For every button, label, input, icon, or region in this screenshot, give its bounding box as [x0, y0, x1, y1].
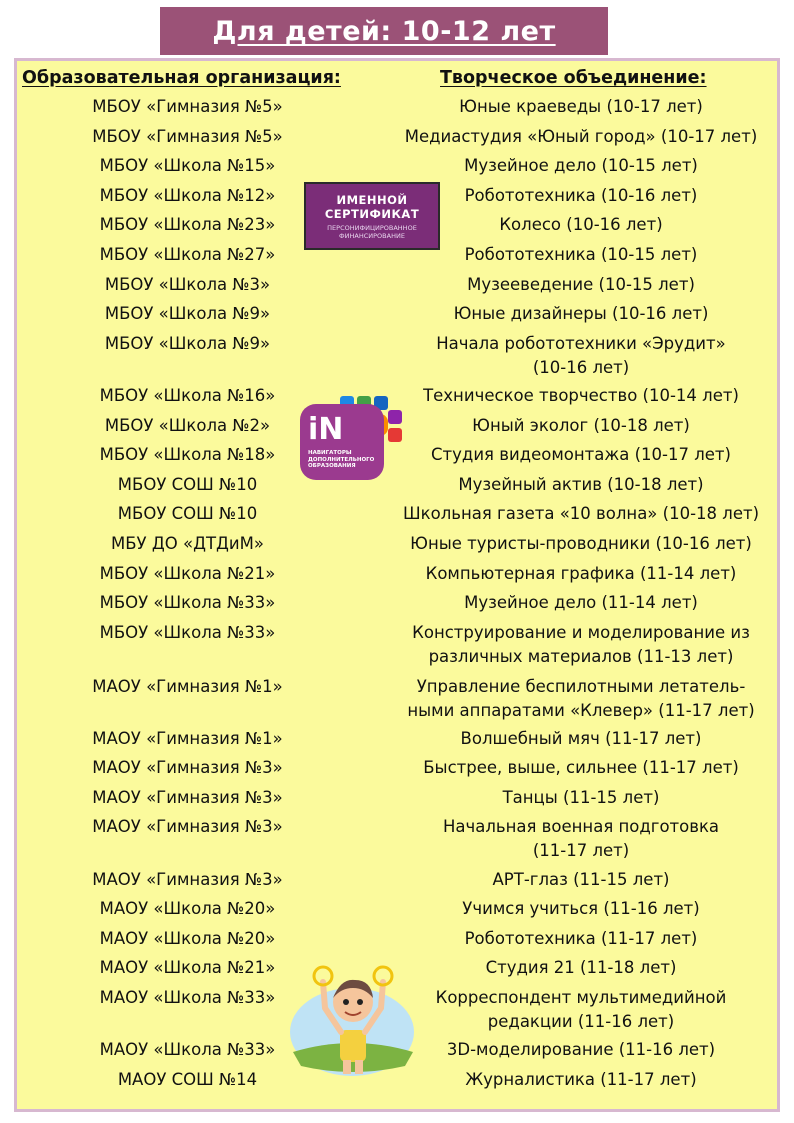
organization-name: МАОУ «Гимназия №3»: [92, 788, 283, 807]
organization-name: МАОУ «Гимназия №1»: [92, 677, 283, 696]
club-name: Робототехника (10-15 лет): [464, 245, 698, 264]
certificate-line2: СЕРТИФИКАТ: [324, 206, 420, 221]
club-name: Начала робототехники «Эрудит»: [436, 334, 726, 353]
organization-name: МБОУ «Гимназия №5»: [92, 127, 283, 146]
club-name: Техническое творчество (10-14 лет): [423, 386, 739, 405]
mascot-leg: [355, 1060, 363, 1074]
organization-name: МБОУ «Школа №21»: [99, 564, 276, 583]
club-name: Робототехника (11-17 лет): [464, 929, 698, 948]
club-name: Студия 21 (11-18 лет): [485, 958, 677, 977]
club-name: ными аппаратами «Клевер» (11-17 лет): [407, 701, 755, 720]
club-name: Школьная газета «10 волна» (10-18 лет): [402, 504, 760, 523]
organization-name: МАОУ «Школа №21»: [99, 958, 276, 977]
organization-name: МАОУ «Гимназия №1»: [92, 729, 283, 748]
club-name: Юные туристы-проводники (10-16 лет): [410, 534, 752, 553]
organization-name: МАОУ «Школа №20»: [99, 899, 276, 918]
organization-name: МАОУ «Школа №33»: [99, 1040, 276, 1059]
organization-name: МАОУ «Гимназия №3»: [92, 758, 283, 777]
organization-name: МБОУ «Школа №33»: [99, 623, 276, 642]
navigator-logo-text: iN: [308, 412, 344, 447]
navigator-line1: НАВИГАТОРЫ: [308, 450, 352, 456]
club-name: Управление беспилотными летатель-: [416, 677, 746, 696]
organization-name: МБОУ «Школа №18»: [99, 445, 276, 464]
organization-name: МБОУ «Гимназия №5»: [92, 97, 283, 116]
organization-name: МБОУ «Школа №2»: [104, 416, 271, 435]
certificate-line4: ФИНАНСИРОВАНИЕ: [339, 231, 405, 240]
tile-icon: [388, 428, 402, 442]
organization-name: МАОУ «Гимназия №3»: [92, 870, 283, 889]
organization-name: МБОУ «Школа №33»: [99, 593, 276, 612]
club-name: Музейный актив (10-18 лет): [458, 475, 704, 494]
club-name: (10-16 лет): [532, 358, 630, 377]
club-name: Медиастудия «Юный город» (10-17 лет): [404, 127, 758, 146]
club-name: Журналистика (11-17 лет): [465, 1070, 697, 1089]
club-name: Робототехника (10-16 лет): [464, 186, 698, 205]
tile-icon: [388, 410, 402, 424]
organization-name: МБОУ «Школа №15»: [99, 156, 276, 175]
mascot-eye: [343, 999, 349, 1005]
club-name: различных материалов (11-13 лет): [428, 647, 734, 666]
organization-name: МБОУ «Школа №9»: [104, 304, 271, 323]
club-name: Начальная военная подготовка: [442, 817, 720, 836]
mascot-illustration: [285, 960, 420, 1078]
organization-name: МБУ ДО «ДТДиМ»: [111, 534, 264, 553]
header-club: Творческое объединение:: [440, 68, 707, 88]
navigator-caption: [308, 450, 374, 470]
organization-name: МАОУ «Школа №33»: [99, 988, 276, 1007]
club-name: Танцы (11-15 лет): [502, 788, 660, 807]
navigator-line2: ДОПОЛНИТЕЛЬНОГО: [308, 456, 375, 463]
certificate-line3: ПЕРСОНИФИЦИРОВАННОЕ: [327, 223, 417, 232]
organization-name: МБОУ «Школа №3»: [104, 275, 271, 294]
club-name: (11-17 лет): [532, 841, 630, 860]
club-name: Конструирование и моделирование из: [412, 623, 750, 642]
organization-name: МБОУ «Школа №16»: [99, 386, 276, 405]
organization-name: МАОУ «Школа №20»: [99, 929, 276, 948]
title-banner: [160, 7, 608, 55]
navigator-logo: [300, 396, 404, 480]
club-name: редакции (11-16 лет): [487, 1012, 675, 1031]
club-name: Музейное дело (10-15 лет): [464, 156, 698, 175]
club-name: Волшебный мяч (11-17 лет): [460, 729, 702, 748]
club-name: Компьютерная графика (11-14 лет): [425, 564, 737, 583]
organization-name: МБОУ «Школа №27»: [99, 245, 276, 264]
organization-name: МАОУ «Гимназия №3»: [92, 817, 283, 836]
organization-name: МБОУ «Школа №12»: [99, 186, 276, 205]
club-name: Юные краеведы (10-17 лет): [459, 97, 703, 116]
organization-name: МБОУ «Школа №23»: [99, 215, 276, 234]
mascot-eye: [357, 999, 363, 1005]
club-name: 3D-моделирование (11-16 лет): [446, 1040, 716, 1059]
navigator-badge: [300, 404, 384, 480]
club-name: Колесо (10-16 лет): [499, 215, 663, 234]
organization-name: МБОУ СОШ №10: [117, 475, 258, 494]
organization-name: МБОУ СОШ №10: [117, 504, 258, 523]
certificate-badge: [304, 182, 440, 250]
club-name: Юные дизайнеры (10-16 лет): [453, 304, 709, 323]
mascot-shirt: [340, 1030, 366, 1062]
organization-name: МБОУ «Школа №9»: [104, 334, 271, 353]
certificate-line1: ИМЕННОЙ: [336, 192, 408, 207]
club-name: Юный эколог (10-18 лет): [472, 416, 690, 435]
club-name: АРТ-глаз (11-15 лет): [492, 870, 670, 889]
club-name: Быстрее, выше, сильнее (11-17 лет): [423, 758, 739, 777]
club-name: Учимся учиться (11-16 лет): [462, 899, 700, 918]
club-name: Студия видеомонтажа (10-17 лет): [431, 445, 731, 464]
mascot-leg: [343, 1060, 351, 1074]
club-name: Музееведение (10-15 лет): [467, 275, 695, 294]
club-name: Музейное дело (11-14 лет): [464, 593, 698, 612]
navigator-line3: ОБРАЗОВАНИЯ: [308, 463, 356, 469]
header-organization: Образовательная организация:: [22, 68, 341, 88]
organization-name: МАОУ СОШ №14: [117, 1070, 258, 1089]
page-title: Для детей: 10-12 лет: [212, 15, 556, 47]
club-name: Корреспондент мультимедийной: [435, 988, 727, 1007]
